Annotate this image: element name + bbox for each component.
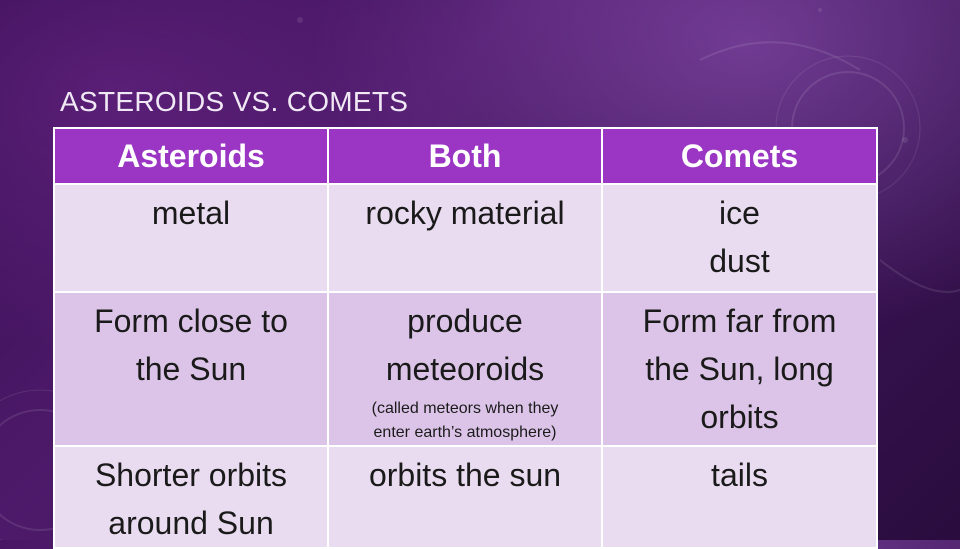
cell-text: the Sun, long [645,351,834,387]
cell-text: Form close to [94,303,288,339]
table-row [54,184,877,292]
header-asteroids: Asteroids [54,128,328,184]
cell-comets-tails [602,446,877,548]
cell-text: ice [719,195,760,231]
note-line: enter earth’s atmosphere) [373,424,557,441]
note-line: (called meteors when they [371,400,559,417]
cell-note [333,397,597,445]
cell-both-meteoroids [328,292,602,446]
cell-text: orbits [700,399,779,435]
cell-both-composition [328,184,602,292]
cell-text: the Sun [135,351,247,387]
slide-title: ASTEROIDS VS. COMETS [60,86,409,117]
cell-asteroids-orbits [54,446,328,548]
table-row [54,292,877,446]
cell-asteroids-composition [54,184,328,292]
cell-text: Shorter orbits [94,457,288,493]
comparison-table [53,127,878,549]
cell-comets-composition [602,184,877,292]
cell-text: rocky material [365,195,565,231]
cell-text: meteoroids [385,351,545,387]
cell-text: produce [407,303,523,339]
cell-text: around Sun [108,505,274,541]
cell-text: orbits the sun [368,457,562,493]
cell-text: metal [151,195,231,231]
table-header-row [54,128,877,184]
table-row [54,446,877,548]
cell-both-orbits [328,446,602,548]
cell-text: dust [709,243,770,279]
cell-comets-formation [602,292,877,446]
cell-text: Form far from [642,303,837,339]
cell-asteroids-formation [54,292,328,446]
header-both: Both [328,128,602,184]
header-comets: Comets [602,128,877,184]
cell-text: tails [711,457,768,493]
